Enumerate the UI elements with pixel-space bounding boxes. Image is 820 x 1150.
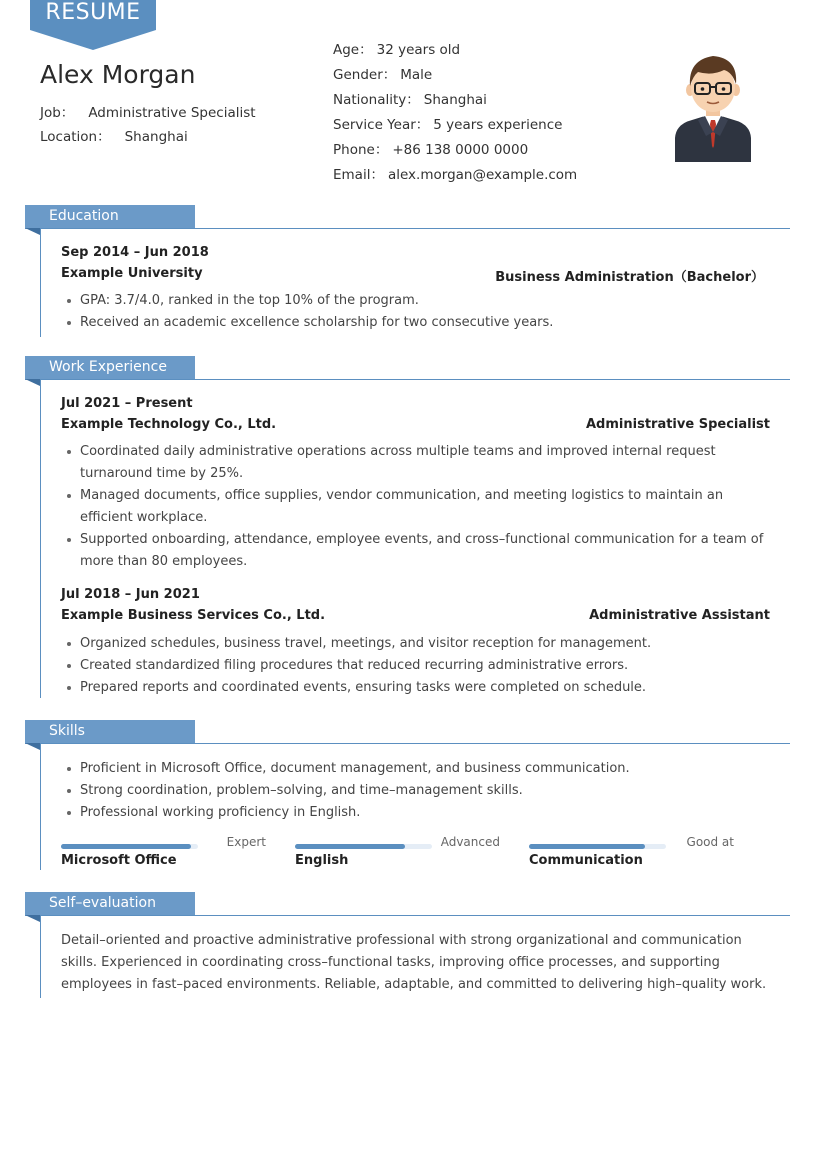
work-divider [25,379,790,380]
self-evaluation-section-title: Self–evaluation [25,892,195,915]
skill-level: Advanced [440,835,500,849]
job-2-date: Jul 2018 – Jun 2021 [61,587,200,602]
info-value: +86 138 0000 0000 [392,142,529,158]
job-value: Administrative Specialist [88,105,256,121]
education-major: Business Administration（Bachelor） [495,270,764,285]
education-school: Example University [61,266,203,281]
skill-fill [295,844,405,849]
list-item: Received an academic excellence scholarship for two consecutive years. [65,312,770,334]
skill-name: Microsoft Office [61,853,177,868]
skill-name: English [295,853,349,868]
job-1-bullets [65,441,770,573]
skill-bar-english [295,835,500,875]
location-row [40,125,188,145]
info-value: Shanghai [423,92,487,108]
education-divider [25,228,790,229]
list-item: Prepared reports and coordinated events, ensuring tasks were completed on schedule. [65,677,770,699]
candidate-name: Alex Morgan [40,60,196,89]
work-section-title: Work Experience [25,356,195,379]
info-value: 5 years experience [433,117,563,133]
list-item: Strong coordination, problem–solving, and time–management skills. [65,780,770,802]
skill-fill [61,844,191,849]
self-evaluation-divider [25,915,790,916]
info-service-year [333,113,577,138]
skill-track [61,844,198,849]
skill-bar-communication [529,835,734,875]
personal-info [333,38,577,188]
info-label: Email： [333,167,384,183]
info-label: Service Year： [333,117,430,133]
skill-fill [529,844,645,849]
info-phone [333,138,577,163]
info-value: 32 years old [376,42,461,58]
info-gender [333,63,577,88]
info-email [333,163,577,188]
education-date: Sep 2014 – Jun 2018 [61,245,209,260]
info-label: Phone： [333,142,389,158]
job-2-bullets [65,633,770,699]
list-item: Managed documents, office supplies, vendor communication, and meeting logistics to maintain an efficient workplace. [65,485,770,529]
education-bullets [65,290,770,334]
list-item: GPA: 3.7/4.0, ranked in the top 10% of the program. [65,290,770,312]
info-value: Male [400,67,433,83]
list-item: Professional working proficiency in English. [65,802,770,824]
info-label: Nationality： [333,92,420,108]
info-age [333,38,577,63]
location-label: Location： [40,129,111,145]
info-label: Age： [333,42,373,58]
job-label: Job： [40,105,75,121]
skill-name: Communication [529,853,643,868]
work-vline [40,380,41,698]
self-evaluation-text: Detail–oriented and proactive administrative professional with strong organizational and communication skills. Experienced in coordinating cross–functional tasks, improving office processes, and supporting employees in fast–paced environments. Reliable, adaptable, and committed to delivering high–quality work. [61,933,767,992]
skills-divider [25,743,790,744]
self-vline [40,916,41,998]
education-section-title: Education [25,205,195,228]
skill-level: Good at [686,835,734,849]
list-item: Proficient in Microsoft Office, document management, and business communication. [65,758,770,780]
location-value: Shanghai [124,129,188,145]
skill-track [529,844,666,849]
skills-bullets [65,758,770,824]
list-item: Supported onboarding, attendance, employee events, and cross–functional communication for a team of more than 80 employees. [65,529,770,573]
businessman-avatar-icon [668,50,758,162]
list-item: Coordinated daily administrative operations across multiple teams and improved internal request turnaround time by 25%. [65,441,770,485]
education-tab-fold [25,228,40,235]
job-2-company: Example Business Services Co., Ltd. [61,608,326,623]
resume-ribbon-text: RESUME [45,0,141,25]
info-label: Gender： [333,67,397,83]
skill-bar-microsoft-office [61,835,266,875]
job-2-role: Administrative Assistant [589,608,770,623]
job-row [40,101,256,121]
job-1-role: Administrative Specialist [586,417,770,432]
skill-level: Expert [226,835,266,849]
skills-tab-fold [25,743,40,750]
list-item: Organized schedules, business travel, meetings, and visitor reception for management. [65,633,770,655]
skills-vline [40,744,41,870]
info-nationality [333,88,577,113]
job-1-company: Example Technology Co., Ltd. [61,417,277,432]
education-vline [40,229,41,337]
info-value: alex.morgan@example.com [387,167,578,183]
list-item: Created standardized filing procedures that reduced recurring administrative errors. [65,655,770,677]
work-tab-fold [25,379,40,386]
skills-section-title: Skills [25,720,195,743]
job-1-date: Jul 2021 – Present [61,396,193,411]
self-evaluation-tab-fold [25,915,40,922]
skill-track [295,844,432,849]
